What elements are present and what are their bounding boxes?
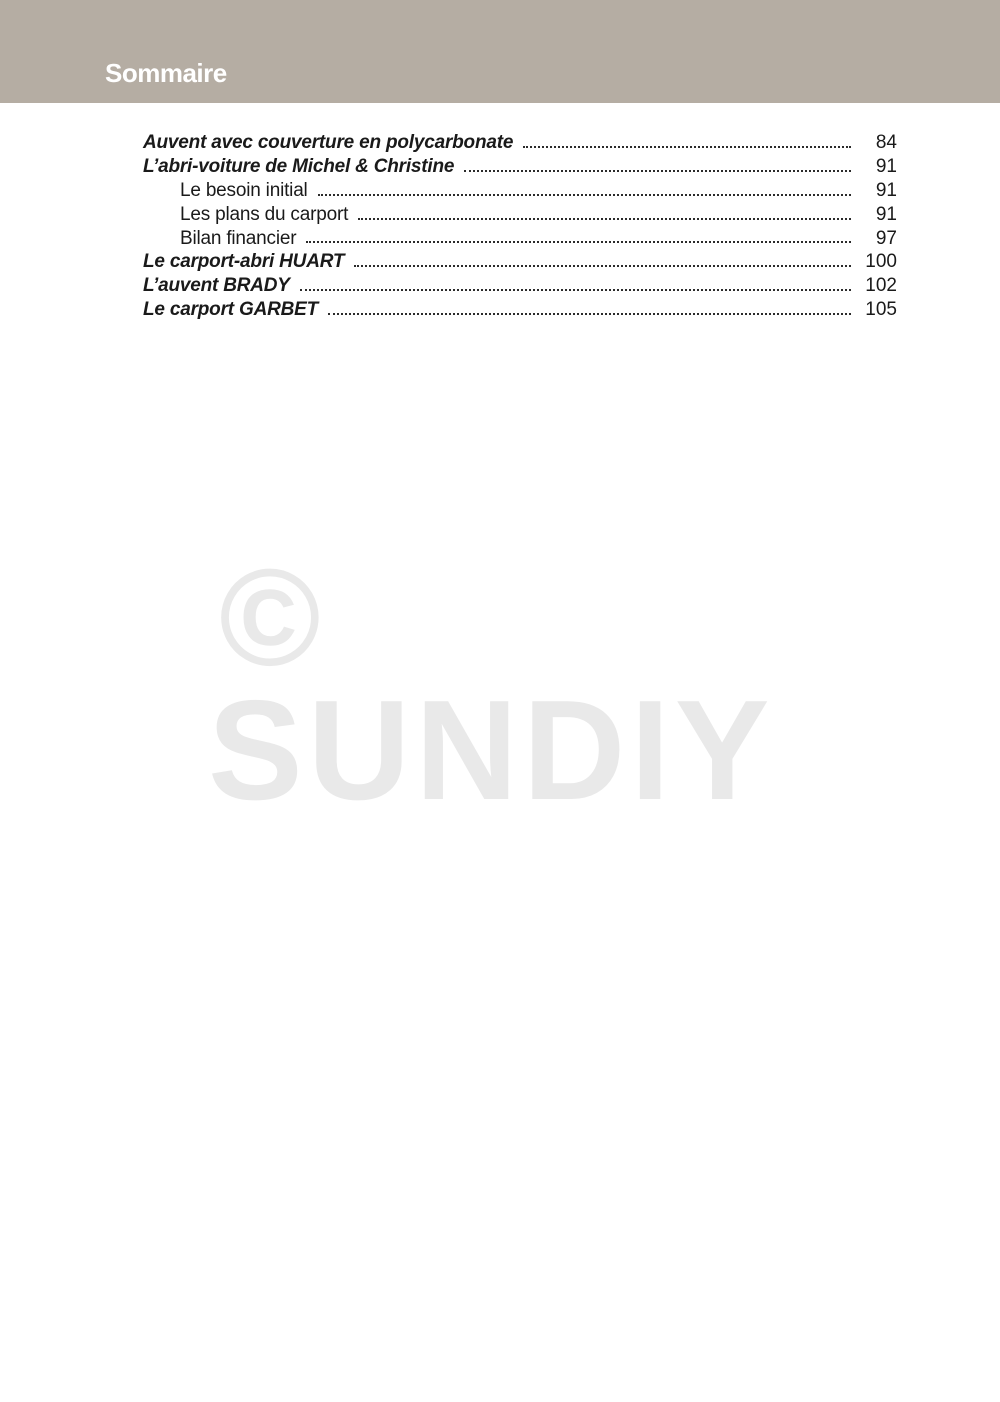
toc-entry-title: Les plans du carport — [180, 203, 349, 225]
toc-entry[interactable] — [143, 179, 897, 203]
toc-entry-title: Le besoin initial — [180, 179, 308, 201]
toc-entry-page: 91 — [875, 179, 897, 201]
toc-entry[interactable] — [143, 274, 897, 298]
toc-entry-page: 84 — [875, 132, 897, 153]
toc-entry-page: 100 — [865, 251, 897, 273]
toc-entry[interactable] — [143, 250, 897, 274]
dot-leader — [354, 265, 851, 267]
toc-entry-page: 91 — [875, 155, 897, 177]
toc-entry-title: Auvent avec couverture en polycarbonate — [143, 132, 514, 153]
dot-leader — [464, 170, 851, 172]
copyright-watermark-icon: © — [219, 541, 321, 695]
dot-leader — [523, 146, 851, 148]
toc-entry[interactable] — [143, 203, 897, 227]
toc-entry-page: 91 — [875, 203, 897, 225]
page-title: Sommaire — [105, 58, 227, 88]
dot-leader — [306, 241, 851, 243]
toc-entry-title: Le carport-abri HUART — [143, 251, 345, 273]
toc-entry[interactable] — [143, 155, 897, 179]
dot-leader — [358, 218, 851, 220]
toc-entry[interactable] — [143, 298, 897, 322]
watermark-text: SUNDIY — [208, 671, 775, 830]
toc-entry-title: Le carport GARBET — [143, 299, 319, 321]
toc-entry-page: 97 — [875, 227, 897, 249]
toc-entry[interactable] — [143, 131, 897, 155]
toc-entry-page: 105 — [865, 299, 897, 321]
toc-entry[interactable] — [143, 227, 897, 251]
table-of-contents — [143, 131, 897, 322]
toc-entry-title: L’auvent BRADY — [143, 275, 290, 297]
header-band — [0, 0, 1000, 103]
toc-entry-title: Bilan financier — [180, 227, 297, 249]
dot-leader — [328, 313, 851, 315]
dot-leader — [300, 289, 851, 291]
dot-leader — [318, 194, 851, 196]
toc-entry-title: L’abri-voiture de Michel & Christine — [143, 155, 455, 177]
toc-entry-page: 102 — [865, 275, 897, 297]
